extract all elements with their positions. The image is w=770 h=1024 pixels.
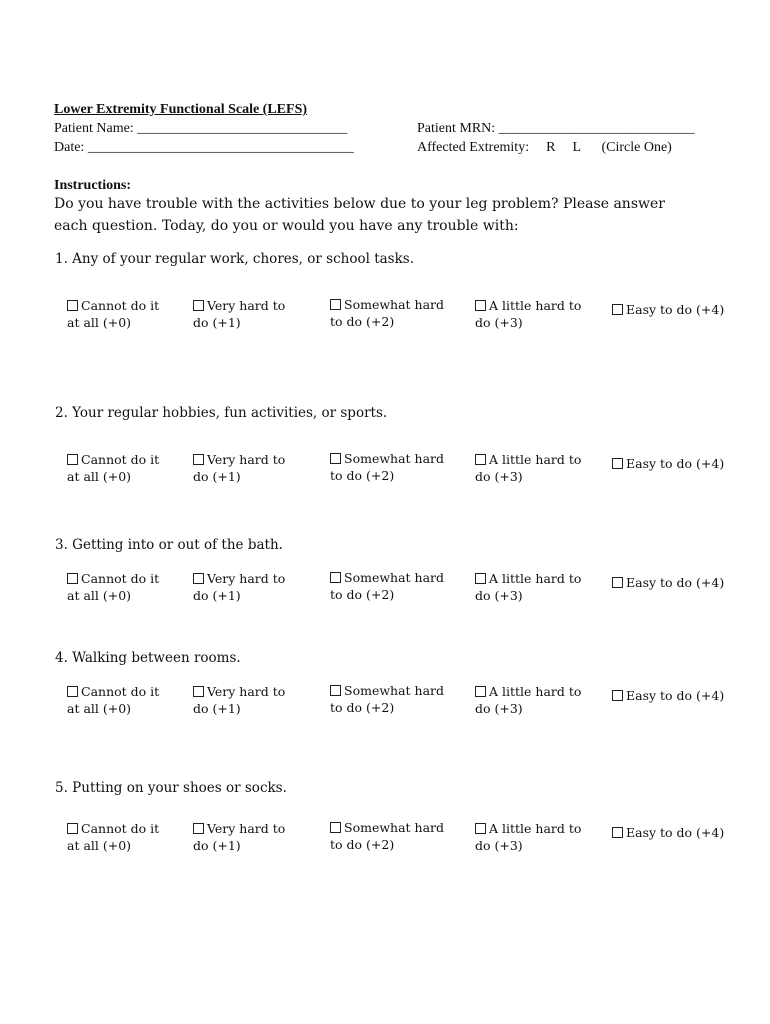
option-line-1 bbox=[475, 683, 581, 700]
option-line-1 bbox=[475, 820, 581, 837]
option-label: Easy to do (+4) bbox=[626, 825, 725, 840]
option-somewhat-hard[interactable] bbox=[330, 819, 444, 853]
option-line-1 bbox=[612, 301, 724, 318]
option-somewhat-hard[interactable] bbox=[330, 682, 444, 716]
option-label: Somewhat hard bbox=[344, 683, 445, 698]
option-label-line-2: at all (+0) bbox=[67, 469, 132, 484]
option-easy[interactable] bbox=[612, 301, 724, 318]
option-label-line-2: do (+1) bbox=[193, 315, 241, 330]
option-label-line-2: to do (+2) bbox=[330, 837, 395, 852]
checkbox[interactable] bbox=[330, 572, 341, 583]
checkbox[interactable] bbox=[67, 300, 78, 311]
form-title: Lower Extremity Functional Scale (LEFS) bbox=[54, 102, 308, 117]
patient-mrn-field[interactable]: Patient MRN: ____________________________ bbox=[417, 121, 695, 136]
option-little-hard[interactable] bbox=[475, 451, 581, 485]
checkbox[interactable] bbox=[612, 690, 623, 701]
option-easy[interactable] bbox=[612, 574, 724, 591]
question-text: 2. Your regular hobbies, fun activities, or sports. bbox=[55, 405, 388, 421]
option-label: A little hard to bbox=[489, 298, 582, 313]
option-label-line-2: to do (+2) bbox=[330, 700, 395, 715]
checkbox[interactable] bbox=[475, 454, 486, 465]
option-label-line-2: do (+1) bbox=[193, 469, 241, 484]
extremity-right-option[interactable]: R bbox=[546, 140, 556, 155]
option-very-hard[interactable] bbox=[193, 451, 285, 485]
checkbox[interactable] bbox=[612, 827, 623, 838]
checkbox[interactable] bbox=[330, 685, 341, 696]
checkbox[interactable] bbox=[475, 300, 486, 311]
option-label-line-2: do (+1) bbox=[193, 701, 241, 716]
option-label-line-2: do (+3) bbox=[475, 315, 523, 330]
checkbox[interactable] bbox=[475, 686, 486, 697]
option-line-1 bbox=[67, 683, 159, 700]
circle-one-note: (Circle One) bbox=[601, 140, 672, 155]
option-label-line-2: do (+3) bbox=[475, 469, 523, 484]
option-line-1 bbox=[330, 569, 444, 586]
option-easy[interactable] bbox=[612, 824, 724, 841]
question-text: 3. Getting into or out of the bath. bbox=[55, 537, 283, 553]
option-label: Very hard to bbox=[207, 684, 286, 699]
option-line-1 bbox=[67, 297, 159, 314]
option-label: Easy to do (+4) bbox=[626, 456, 725, 471]
option-line-1 bbox=[193, 451, 285, 468]
checkbox[interactable] bbox=[193, 300, 204, 311]
option-label: Very hard to bbox=[207, 571, 286, 586]
option-label: Somewhat hard bbox=[344, 451, 445, 466]
option-line-1 bbox=[475, 570, 581, 587]
option-line-1 bbox=[330, 682, 444, 699]
date-field[interactable]: Date: ______________________________________ bbox=[54, 140, 354, 155]
option-very-hard[interactable] bbox=[193, 570, 285, 604]
question-text: 5. Putting on your shoes or socks. bbox=[55, 780, 287, 796]
option-somewhat-hard[interactable] bbox=[330, 296, 444, 330]
option-line-1 bbox=[612, 455, 724, 472]
option-label-line-2: do (+1) bbox=[193, 838, 241, 853]
checkbox[interactable] bbox=[67, 823, 78, 834]
option-line-1 bbox=[475, 297, 581, 314]
option-label-line-2: at all (+0) bbox=[67, 588, 132, 603]
checkbox[interactable] bbox=[67, 454, 78, 465]
patient-name-field[interactable]: Patient Name: ______________________________ bbox=[54, 121, 348, 136]
option-label: Somewhat hard bbox=[344, 297, 445, 312]
option-label-line-2: at all (+0) bbox=[67, 838, 132, 853]
option-label: Somewhat hard bbox=[344, 820, 445, 835]
option-cannot-do-it[interactable] bbox=[67, 683, 159, 717]
checkbox[interactable] bbox=[475, 573, 486, 584]
option-line-1 bbox=[193, 570, 285, 587]
option-label: Easy to do (+4) bbox=[626, 688, 725, 703]
checkbox[interactable] bbox=[475, 823, 486, 834]
option-label: Easy to do (+4) bbox=[626, 575, 725, 590]
option-label: Very hard to bbox=[207, 298, 286, 313]
option-little-hard[interactable] bbox=[475, 820, 581, 854]
option-label: Cannot do it bbox=[81, 298, 160, 313]
option-label-line-2: do (+3) bbox=[475, 838, 523, 853]
option-very-hard[interactable] bbox=[193, 297, 285, 331]
option-label-line-2: to do (+2) bbox=[330, 314, 395, 329]
checkbox[interactable] bbox=[67, 686, 78, 697]
option-little-hard[interactable] bbox=[475, 683, 581, 717]
option-cannot-do-it[interactable] bbox=[67, 451, 159, 485]
checkbox[interactable] bbox=[330, 299, 341, 310]
option-cannot-do-it[interactable] bbox=[67, 820, 159, 854]
question-text: 4. Walking between rooms. bbox=[55, 650, 241, 666]
option-line-1 bbox=[612, 687, 724, 704]
option-label-line-2: do (+1) bbox=[193, 588, 241, 603]
option-line-1 bbox=[612, 574, 724, 591]
option-line-1 bbox=[67, 451, 159, 468]
option-somewhat-hard[interactable] bbox=[330, 450, 444, 484]
option-line-1 bbox=[67, 820, 159, 837]
option-label: Cannot do it bbox=[81, 452, 160, 467]
option-label: A little hard to bbox=[489, 684, 582, 699]
checkbox[interactable] bbox=[330, 822, 341, 833]
affected-extremity-label: Affected Extremity: bbox=[417, 140, 530, 155]
option-label: Cannot do it bbox=[81, 821, 160, 836]
checkbox[interactable] bbox=[330, 453, 341, 464]
checkbox[interactable] bbox=[67, 573, 78, 584]
affected-extremity-row bbox=[417, 140, 672, 156]
option-little-hard[interactable] bbox=[475, 297, 581, 331]
option-label-line-2: at all (+0) bbox=[67, 315, 132, 330]
option-label: Easy to do (+4) bbox=[626, 302, 725, 317]
option-line-1 bbox=[193, 820, 285, 837]
option-label: Somewhat hard bbox=[344, 570, 445, 585]
option-line-1 bbox=[330, 296, 444, 313]
option-label-line-2: do (+3) bbox=[475, 588, 523, 603]
option-line-1 bbox=[330, 450, 444, 467]
option-little-hard[interactable] bbox=[475, 570, 581, 604]
option-label-line-2: to do (+2) bbox=[330, 587, 395, 602]
instructions-text: Do you have trouble with the activities below due to your leg problem? Please answer each question. Today, do you or would you have any trouble with: bbox=[54, 196, 665, 234]
question-text: 1. Any of your regular work, chores, or school tasks. bbox=[55, 251, 414, 267]
option-label-line-2: at all (+0) bbox=[67, 701, 132, 716]
option-line-1 bbox=[67, 570, 159, 587]
option-cannot-do-it[interactable] bbox=[67, 297, 159, 331]
option-very-hard[interactable] bbox=[193, 683, 285, 717]
option-line-1 bbox=[330, 819, 444, 836]
option-label: Cannot do it bbox=[81, 684, 160, 699]
option-label: A little hard to bbox=[489, 571, 582, 586]
checkbox[interactable] bbox=[193, 823, 204, 834]
checkbox[interactable] bbox=[193, 573, 204, 584]
checkbox[interactable] bbox=[193, 454, 204, 465]
checkbox[interactable] bbox=[193, 686, 204, 697]
option-label: A little hard to bbox=[489, 452, 582, 467]
option-line-1 bbox=[612, 824, 724, 841]
option-very-hard[interactable] bbox=[193, 820, 285, 854]
option-line-1 bbox=[193, 297, 285, 314]
instructions-heading: Instructions: bbox=[54, 178, 132, 193]
checkbox[interactable] bbox=[612, 577, 623, 588]
option-somewhat-hard[interactable] bbox=[330, 569, 444, 603]
option-label-line-2: to do (+2) bbox=[330, 468, 395, 483]
option-easy[interactable] bbox=[612, 455, 724, 472]
option-label: Cannot do it bbox=[81, 571, 160, 586]
option-easy[interactable] bbox=[612, 687, 724, 704]
extremity-left-option[interactable]: L bbox=[572, 140, 581, 155]
option-line-1 bbox=[475, 451, 581, 468]
option-label: A little hard to bbox=[489, 821, 582, 836]
checkbox[interactable] bbox=[612, 458, 623, 469]
option-label: Very hard to bbox=[207, 452, 286, 467]
option-label-line-2: do (+3) bbox=[475, 701, 523, 716]
checkbox[interactable] bbox=[612, 304, 623, 315]
option-line-1 bbox=[193, 683, 285, 700]
option-cannot-do-it[interactable] bbox=[67, 570, 159, 604]
option-label: Very hard to bbox=[207, 821, 286, 836]
